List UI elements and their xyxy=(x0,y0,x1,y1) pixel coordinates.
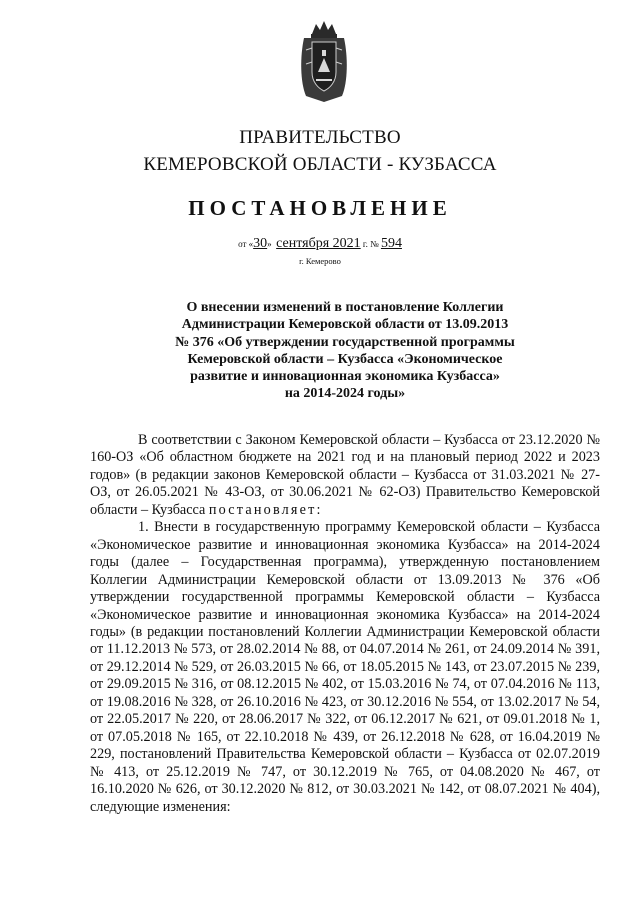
subject-line: развитие и инновационная экономика Кузбасса» xyxy=(190,369,500,385)
document-type-title: ПОСТАНОВЛЕНИЕ xyxy=(188,196,452,220)
org-name-line1: ПРАВИТЕЛЬСТВО xyxy=(239,127,401,148)
coat-of-arms-emblem-icon xyxy=(298,20,350,102)
org-name-line2: КЕМЕРОВСКОЙ ОБЛАСТИ - КУЗБАССА xyxy=(143,154,497,175)
body-paragraph-1 xyxy=(90,432,600,519)
date-month-year: сентября 2021 xyxy=(276,236,361,251)
subject-line: О внесении изменений в постановление Коллегии xyxy=(186,300,504,315)
resolves-verb: постановляет: xyxy=(208,501,323,518)
paragraph-1-text: В соответствии с Законом Кемеровской области – Кузбасса от 23.12.2020 № 160-ОЗ «Об областном бюджете на 2021 год и на плановый период 2022 и 2023 годов» (в редакции законов Кемеровской области – Кузбасса от 31.03.2021 № 27-ОЗ, от 26.05.2021 № 43-ОЗ, от 30.06.2021 № 62-ОЗ) Правительство Кемеровской области – Кузбасса xyxy=(90,432,600,518)
date-day: 30 xyxy=(253,236,268,251)
date-close-quote: » xyxy=(267,239,272,249)
subject-line: Администрации Кемеровской области от 13.09.2013 xyxy=(181,317,509,333)
document-subject xyxy=(90,299,600,403)
document-number: 594 xyxy=(380,236,402,251)
body-paragraph-2: 1. Внести в государственную программу Кемеровской области – Кузбасса «Экономическое развитие и инновационная экономика Кузбасса» на 2014-2024 годы (далее – Государственная программа), утвержденную постановлением Коллегии Администрации Кемеровской области от 13.09.2013 № 376 «Об утверждении государственной программы Кемеровской области – Кузбасса «Экономическое развитие и инновационная экономика Кузбасса» на 2014-2024 годы» (в редакции постановлений Коллегии Администрации Кемеровской области от 11.12.2013 № 573, от 28.02.2014 № 88, от 04.07.2014 № 261, от 24.09.2014 № 391, от 29.12.2014 № 529, от 26.03.2015 № 66, от 18.05.2015 № 143, от 23.07.2015 № 239, от 29.09.2015 № 316, от 08.12.2015 № 402, от 15.03.2016 № 74, от 07.04.2016 № 113, от 19.08.2016 № 328, от 26.10.2016 № 423, от 30.12.2016 № 554, от 13.02.2017 № 54, от 22.05.2017 № 220, от 28.06.2017 № 322, от 06.12.2017 № 621, от 09.01.2018 № 1, от 07.05.2018 № 165, от 22.10.2018 № 439, от 26.12.2018 № 628, от 16.04.2019 № 229, постановлений Правительства Кемеровской области – Кузбасса от 02.07.2019 № 413, от 25.12.2019 № 747, от 30.12.2019 № 765, от 04.08.2020 № 467, от 16.10.2020 № 626, от 30.12.2020 № 812, от 30.03.2021 № 142, от 08.07.2021 № 404), следующие изменения: xyxy=(90,519,600,815)
document-body xyxy=(90,432,600,816)
date-line xyxy=(0,236,640,252)
date-from-label: от « xyxy=(238,239,254,249)
subject-line: Кемеровской области – Кузбасса «Экономическое xyxy=(187,351,503,367)
date-year-suffix: г. № xyxy=(362,239,379,249)
subject-line: № 376 «Об утверждении государственной программы xyxy=(175,334,515,350)
city-label: г. Кемерово xyxy=(299,256,341,266)
subject-line: на 2014-2024 годы» xyxy=(284,386,406,402)
